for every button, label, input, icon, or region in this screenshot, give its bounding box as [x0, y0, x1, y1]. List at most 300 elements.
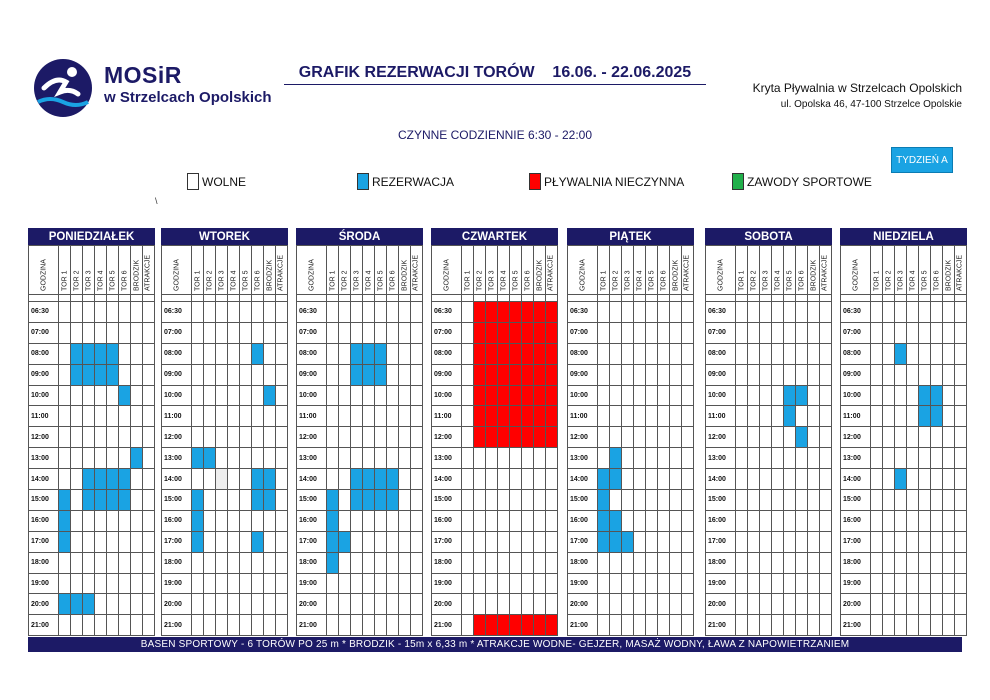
- free-slot[interactable]: [907, 469, 919, 490]
- free-slot[interactable]: [646, 469, 658, 490]
- reserved-slot[interactable]: [71, 343, 83, 364]
- free-slot[interactable]: [748, 385, 760, 406]
- free-slot[interactable]: [228, 552, 240, 573]
- reserved-slot[interactable]: [784, 406, 796, 427]
- free-slot[interactable]: [895, 531, 907, 552]
- free-slot[interactable]: [399, 322, 411, 343]
- free-slot[interactable]: [883, 322, 895, 343]
- free-slot[interactable]: [736, 364, 748, 385]
- free-slot[interactable]: [399, 573, 411, 594]
- free-slot[interactable]: [819, 406, 831, 427]
- free-slot[interactable]: [658, 385, 670, 406]
- free-slot[interactable]: [819, 302, 831, 323]
- free-slot[interactable]: [808, 594, 820, 615]
- free-slot[interactable]: [598, 448, 610, 469]
- free-slot[interactable]: [462, 490, 474, 511]
- free-slot[interactable]: [399, 385, 411, 406]
- free-slot[interactable]: [670, 552, 682, 573]
- free-slot[interactable]: [883, 302, 895, 323]
- free-slot[interactable]: [107, 573, 119, 594]
- free-slot[interactable]: [931, 490, 943, 511]
- free-slot[interactable]: [760, 364, 772, 385]
- free-slot[interactable]: [534, 469, 546, 490]
- free-slot[interactable]: [907, 364, 919, 385]
- free-slot[interactable]: [142, 427, 154, 448]
- free-slot[interactable]: [486, 490, 498, 511]
- free-slot[interactable]: [784, 552, 796, 573]
- free-slot[interactable]: [895, 448, 907, 469]
- free-slot[interactable]: [646, 364, 658, 385]
- free-slot[interactable]: [907, 573, 919, 594]
- free-slot[interactable]: [351, 322, 363, 343]
- free-slot[interactable]: [598, 406, 610, 427]
- free-slot[interactable]: [142, 469, 154, 490]
- free-slot[interactable]: [646, 427, 658, 448]
- free-slot[interactable]: [59, 552, 71, 573]
- free-slot[interactable]: [275, 427, 287, 448]
- free-slot[interactable]: [907, 552, 919, 573]
- reserved-slot[interactable]: [83, 343, 95, 364]
- free-slot[interactable]: [363, 531, 375, 552]
- free-slot[interactable]: [658, 469, 670, 490]
- free-slot[interactable]: [375, 427, 387, 448]
- free-slot[interactable]: [240, 510, 252, 531]
- free-slot[interactable]: [474, 490, 486, 511]
- reserved-slot[interactable]: [252, 469, 264, 490]
- free-slot[interactable]: [670, 364, 682, 385]
- free-slot[interactable]: [119, 615, 131, 636]
- free-slot[interactable]: [784, 490, 796, 511]
- free-slot[interactable]: [634, 469, 646, 490]
- free-slot[interactable]: [931, 510, 943, 531]
- free-slot[interactable]: [622, 343, 634, 364]
- free-slot[interactable]: [598, 427, 610, 448]
- closed-slot[interactable]: [534, 427, 546, 448]
- closed-slot[interactable]: [486, 322, 498, 343]
- free-slot[interactable]: [375, 573, 387, 594]
- reserved-slot[interactable]: [610, 469, 622, 490]
- reserved-slot[interactable]: [192, 510, 204, 531]
- free-slot[interactable]: [598, 573, 610, 594]
- free-slot[interactable]: [363, 322, 375, 343]
- closed-slot[interactable]: [498, 406, 510, 427]
- free-slot[interactable]: [387, 427, 399, 448]
- free-slot[interactable]: [772, 615, 784, 636]
- free-slot[interactable]: [931, 302, 943, 323]
- closed-slot[interactable]: [510, 364, 522, 385]
- reserved-slot[interactable]: [119, 490, 131, 511]
- free-slot[interactable]: [954, 343, 966, 364]
- free-slot[interactable]: [634, 427, 646, 448]
- free-slot[interactable]: [462, 469, 474, 490]
- free-slot[interactable]: [131, 531, 143, 552]
- free-slot[interactable]: [204, 531, 216, 552]
- free-slot[interactable]: [634, 531, 646, 552]
- free-slot[interactable]: [943, 343, 955, 364]
- free-slot[interactable]: [216, 302, 228, 323]
- free-slot[interactable]: [760, 573, 772, 594]
- free-slot[interactable]: [907, 594, 919, 615]
- free-slot[interactable]: [919, 322, 931, 343]
- free-slot[interactable]: [772, 469, 784, 490]
- free-slot[interactable]: [760, 343, 772, 364]
- free-slot[interactable]: [954, 322, 966, 343]
- free-slot[interactable]: [327, 615, 339, 636]
- free-slot[interactable]: [228, 594, 240, 615]
- reserved-slot[interactable]: [107, 364, 119, 385]
- free-slot[interactable]: [784, 364, 796, 385]
- reserved-slot[interactable]: [919, 385, 931, 406]
- free-slot[interactable]: [954, 448, 966, 469]
- free-slot[interactable]: [819, 364, 831, 385]
- free-slot[interactable]: [71, 573, 83, 594]
- closed-slot[interactable]: [534, 343, 546, 364]
- closed-slot[interactable]: [534, 322, 546, 343]
- free-slot[interactable]: [931, 364, 943, 385]
- free-slot[interactable]: [95, 531, 107, 552]
- free-slot[interactable]: [819, 615, 831, 636]
- reserved-slot[interactable]: [375, 343, 387, 364]
- free-slot[interactable]: [760, 302, 772, 323]
- free-slot[interactable]: [883, 552, 895, 573]
- free-slot[interactable]: [954, 615, 966, 636]
- free-slot[interactable]: [871, 364, 883, 385]
- free-slot[interactable]: [736, 343, 748, 364]
- free-slot[interactable]: [598, 552, 610, 573]
- free-slot[interactable]: [363, 573, 375, 594]
- free-slot[interactable]: [95, 385, 107, 406]
- reserved-slot[interactable]: [107, 343, 119, 364]
- free-slot[interactable]: [264, 302, 276, 323]
- free-slot[interactable]: [772, 427, 784, 448]
- free-slot[interactable]: [954, 552, 966, 573]
- week-a-button[interactable]: TYDZIEŃ A: [891, 147, 953, 173]
- free-slot[interactable]: [871, 573, 883, 594]
- free-slot[interactable]: [204, 490, 216, 511]
- free-slot[interactable]: [486, 552, 498, 573]
- reserved-slot[interactable]: [59, 594, 71, 615]
- free-slot[interactable]: [131, 364, 143, 385]
- free-slot[interactable]: [646, 302, 658, 323]
- free-slot[interactable]: [522, 490, 534, 511]
- free-slot[interactable]: [760, 427, 772, 448]
- free-slot[interactable]: [192, 427, 204, 448]
- free-slot[interactable]: [954, 510, 966, 531]
- reserved-slot[interactable]: [387, 490, 399, 511]
- free-slot[interactable]: [498, 594, 510, 615]
- reserved-slot[interactable]: [375, 469, 387, 490]
- free-slot[interactable]: [474, 469, 486, 490]
- free-slot[interactable]: [522, 469, 534, 490]
- free-slot[interactable]: [954, 385, 966, 406]
- free-slot[interactable]: [772, 406, 784, 427]
- free-slot[interactable]: [883, 343, 895, 364]
- free-slot[interactable]: [670, 573, 682, 594]
- free-slot[interactable]: [59, 406, 71, 427]
- free-slot[interactable]: [216, 573, 228, 594]
- free-slot[interactable]: [772, 448, 784, 469]
- free-slot[interactable]: [736, 385, 748, 406]
- free-slot[interactable]: [119, 364, 131, 385]
- free-slot[interactable]: [670, 385, 682, 406]
- free-slot[interactable]: [545, 531, 557, 552]
- free-slot[interactable]: [871, 510, 883, 531]
- free-slot[interactable]: [95, 302, 107, 323]
- free-slot[interactable]: [486, 594, 498, 615]
- free-slot[interactable]: [339, 322, 351, 343]
- free-slot[interactable]: [736, 406, 748, 427]
- free-slot[interactable]: [907, 427, 919, 448]
- free-slot[interactable]: [871, 343, 883, 364]
- free-slot[interactable]: [192, 594, 204, 615]
- free-slot[interactable]: [71, 552, 83, 573]
- free-slot[interactable]: [275, 615, 287, 636]
- free-slot[interactable]: [327, 343, 339, 364]
- free-slot[interactable]: [736, 510, 748, 531]
- free-slot[interactable]: [240, 573, 252, 594]
- closed-slot[interactable]: [545, 406, 557, 427]
- free-slot[interactable]: [399, 552, 411, 573]
- free-slot[interactable]: [522, 552, 534, 573]
- free-slot[interactable]: [772, 490, 784, 511]
- free-slot[interactable]: [339, 364, 351, 385]
- free-slot[interactable]: [670, 406, 682, 427]
- free-slot[interactable]: [808, 448, 820, 469]
- free-slot[interactable]: [646, 552, 658, 573]
- free-slot[interactable]: [895, 427, 907, 448]
- free-slot[interactable]: [748, 322, 760, 343]
- free-slot[interactable]: [119, 531, 131, 552]
- free-slot[interactable]: [784, 531, 796, 552]
- free-slot[interactable]: [142, 343, 154, 364]
- free-slot[interactable]: [895, 490, 907, 511]
- free-slot[interactable]: [71, 490, 83, 511]
- free-slot[interactable]: [119, 573, 131, 594]
- free-slot[interactable]: [498, 490, 510, 511]
- free-slot[interactable]: [95, 615, 107, 636]
- closed-slot[interactable]: [522, 322, 534, 343]
- free-slot[interactable]: [545, 448, 557, 469]
- free-slot[interactable]: [83, 302, 95, 323]
- free-slot[interactable]: [410, 322, 422, 343]
- free-slot[interactable]: [363, 510, 375, 531]
- free-slot[interactable]: [819, 322, 831, 343]
- free-slot[interactable]: [216, 469, 228, 490]
- free-slot[interactable]: [252, 594, 264, 615]
- free-slot[interactable]: [510, 448, 522, 469]
- free-slot[interactable]: [204, 322, 216, 343]
- free-slot[interactable]: [339, 427, 351, 448]
- free-slot[interactable]: [59, 615, 71, 636]
- reserved-slot[interactable]: [784, 385, 796, 406]
- free-slot[interactable]: [954, 469, 966, 490]
- free-slot[interactable]: [510, 469, 522, 490]
- reserved-slot[interactable]: [796, 385, 808, 406]
- free-slot[interactable]: [819, 594, 831, 615]
- free-slot[interactable]: [410, 552, 422, 573]
- free-slot[interactable]: [142, 573, 154, 594]
- reserved-slot[interactable]: [83, 469, 95, 490]
- free-slot[interactable]: [954, 573, 966, 594]
- free-slot[interactable]: [351, 573, 363, 594]
- free-slot[interactable]: [534, 552, 546, 573]
- free-slot[interactable]: [634, 573, 646, 594]
- free-slot[interactable]: [387, 343, 399, 364]
- free-slot[interactable]: [351, 302, 363, 323]
- free-slot[interactable]: [204, 364, 216, 385]
- free-slot[interactable]: [474, 573, 486, 594]
- free-slot[interactable]: [681, 406, 693, 427]
- free-slot[interactable]: [192, 573, 204, 594]
- free-slot[interactable]: [95, 427, 107, 448]
- closed-slot[interactable]: [522, 427, 534, 448]
- reserved-slot[interactable]: [264, 385, 276, 406]
- free-slot[interactable]: [410, 406, 422, 427]
- free-slot[interactable]: [534, 594, 546, 615]
- free-slot[interactable]: [895, 615, 907, 636]
- free-slot[interactable]: [264, 615, 276, 636]
- free-slot[interactable]: [622, 302, 634, 323]
- free-slot[interactable]: [610, 406, 622, 427]
- free-slot[interactable]: [819, 343, 831, 364]
- free-slot[interactable]: [931, 469, 943, 490]
- free-slot[interactable]: [681, 552, 693, 573]
- free-slot[interactable]: [363, 427, 375, 448]
- free-slot[interactable]: [95, 594, 107, 615]
- free-slot[interactable]: [375, 448, 387, 469]
- free-slot[interactable]: [919, 531, 931, 552]
- free-slot[interactable]: [545, 510, 557, 531]
- free-slot[interactable]: [748, 573, 760, 594]
- reserved-slot[interactable]: [363, 490, 375, 511]
- free-slot[interactable]: [375, 594, 387, 615]
- free-slot[interactable]: [462, 615, 474, 636]
- free-slot[interactable]: [387, 448, 399, 469]
- free-slot[interactable]: [83, 427, 95, 448]
- free-slot[interactable]: [363, 385, 375, 406]
- free-slot[interactable]: [907, 510, 919, 531]
- free-slot[interactable]: [462, 594, 474, 615]
- free-slot[interactable]: [399, 469, 411, 490]
- free-slot[interactable]: [399, 510, 411, 531]
- free-slot[interactable]: [142, 322, 154, 343]
- free-slot[interactable]: [387, 531, 399, 552]
- free-slot[interactable]: [486, 531, 498, 552]
- free-slot[interactable]: [658, 343, 670, 364]
- free-slot[interactable]: [670, 302, 682, 323]
- free-slot[interactable]: [658, 531, 670, 552]
- free-slot[interactable]: [264, 427, 276, 448]
- free-slot[interactable]: [622, 594, 634, 615]
- free-slot[interactable]: [736, 427, 748, 448]
- free-slot[interactable]: [462, 406, 474, 427]
- free-slot[interactable]: [598, 594, 610, 615]
- free-slot[interactable]: [410, 573, 422, 594]
- free-slot[interactable]: [670, 510, 682, 531]
- free-slot[interactable]: [264, 531, 276, 552]
- free-slot[interactable]: [883, 469, 895, 490]
- closed-slot[interactable]: [545, 343, 557, 364]
- free-slot[interactable]: [240, 531, 252, 552]
- free-slot[interactable]: [59, 427, 71, 448]
- free-slot[interactable]: [83, 385, 95, 406]
- reserved-slot[interactable]: [252, 343, 264, 364]
- free-slot[interactable]: [808, 573, 820, 594]
- free-slot[interactable]: [658, 573, 670, 594]
- free-slot[interactable]: [748, 343, 760, 364]
- closed-slot[interactable]: [510, 385, 522, 406]
- free-slot[interactable]: [131, 385, 143, 406]
- reserved-slot[interactable]: [107, 490, 119, 511]
- free-slot[interactable]: [107, 510, 119, 531]
- free-slot[interactable]: [228, 490, 240, 511]
- free-slot[interactable]: [760, 615, 772, 636]
- free-slot[interactable]: [931, 573, 943, 594]
- free-slot[interactable]: [919, 302, 931, 323]
- free-slot[interactable]: [658, 302, 670, 323]
- free-slot[interactable]: [796, 573, 808, 594]
- free-slot[interactable]: [883, 448, 895, 469]
- reserved-slot[interactable]: [387, 469, 399, 490]
- free-slot[interactable]: [943, 385, 955, 406]
- free-slot[interactable]: [819, 490, 831, 511]
- free-slot[interactable]: [646, 594, 658, 615]
- free-slot[interactable]: [681, 364, 693, 385]
- free-slot[interactable]: [107, 302, 119, 323]
- free-slot[interactable]: [883, 594, 895, 615]
- closed-slot[interactable]: [534, 615, 546, 636]
- free-slot[interactable]: [275, 594, 287, 615]
- free-slot[interactable]: [107, 385, 119, 406]
- free-slot[interactable]: [954, 427, 966, 448]
- closed-slot[interactable]: [522, 364, 534, 385]
- free-slot[interactable]: [681, 343, 693, 364]
- free-slot[interactable]: [240, 364, 252, 385]
- reserved-slot[interactable]: [610, 510, 622, 531]
- free-slot[interactable]: [131, 469, 143, 490]
- free-slot[interactable]: [760, 490, 772, 511]
- free-slot[interactable]: [142, 385, 154, 406]
- free-slot[interactable]: [228, 406, 240, 427]
- free-slot[interactable]: [681, 531, 693, 552]
- free-slot[interactable]: [919, 510, 931, 531]
- free-slot[interactable]: [895, 552, 907, 573]
- free-slot[interactable]: [919, 615, 931, 636]
- free-slot[interactable]: [760, 406, 772, 427]
- free-slot[interactable]: [634, 343, 646, 364]
- free-slot[interactable]: [907, 406, 919, 427]
- free-slot[interactable]: [796, 448, 808, 469]
- free-slot[interactable]: [931, 448, 943, 469]
- free-slot[interactable]: [351, 385, 363, 406]
- free-slot[interactable]: [119, 448, 131, 469]
- free-slot[interactable]: [736, 322, 748, 343]
- free-slot[interactable]: [610, 385, 622, 406]
- free-slot[interactable]: [681, 573, 693, 594]
- free-slot[interactable]: [240, 385, 252, 406]
- free-slot[interactable]: [895, 510, 907, 531]
- free-slot[interactable]: [931, 322, 943, 343]
- closed-slot[interactable]: [474, 302, 486, 323]
- free-slot[interactable]: [871, 448, 883, 469]
- free-slot[interactable]: [534, 448, 546, 469]
- free-slot[interactable]: [808, 364, 820, 385]
- free-slot[interactable]: [819, 469, 831, 490]
- free-slot[interactable]: [510, 490, 522, 511]
- reserved-slot[interactable]: [351, 343, 363, 364]
- free-slot[interactable]: [658, 427, 670, 448]
- free-slot[interactable]: [736, 573, 748, 594]
